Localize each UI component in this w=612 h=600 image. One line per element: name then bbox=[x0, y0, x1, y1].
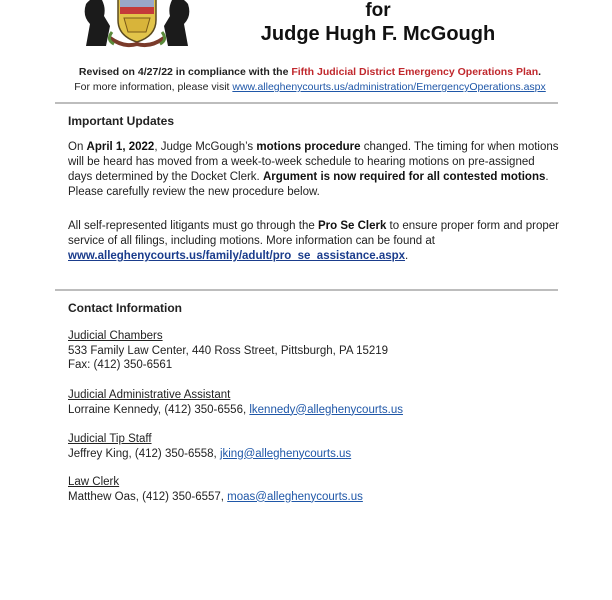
contact-admin-assistant bbox=[68, 388, 403, 417]
emergency-operations-link[interactable]: www.alleghenycourts.us/administration/EmergencyOperations.aspx bbox=[232, 81, 546, 93]
divider-top bbox=[55, 102, 558, 104]
emphasis-text: Argument is now required for all contested motions bbox=[262, 171, 546, 183]
contact-heading: Judicial Tip Staff bbox=[68, 433, 152, 445]
contact-tip-staff bbox=[68, 432, 351, 461]
contact-fax: Fax: (412) 350-6561 bbox=[68, 359, 173, 371]
revision-suffix: . bbox=[538, 66, 542, 78]
pro-se-text-a: All self-represented litigants must go through the bbox=[68, 220, 318, 232]
contact-law-clerk bbox=[68, 475, 363, 504]
emergency-plan-name: Fifth Judicial District Emergency Operations Plan bbox=[291, 66, 539, 78]
more-info-prefix: For more information, please visit bbox=[74, 81, 233, 93]
contact-details: Matthew Oas, (412) 350-6557, bbox=[68, 490, 228, 503]
divider-middle bbox=[55, 289, 558, 291]
paragraph-text: , Judge McGough’s bbox=[154, 141, 257, 153]
pro-se-assistance-link[interactable]: www.alleghenycourts.us/family/adult/pro_se_assistance.aspx bbox=[68, 250, 406, 262]
pro-se-text-c: to ensure proper form and proper service of all filings, including motions. More information can be found at bbox=[68, 220, 559, 247]
contact-judicial-chambers bbox=[68, 329, 388, 373]
important-updates-title: Important Updates bbox=[68, 114, 175, 128]
pro-se-text-end: . bbox=[405, 250, 409, 262]
pro-se-paragraph bbox=[68, 219, 560, 264]
pro-se-clerk-label: Pro Se Clerk bbox=[317, 220, 387, 232]
contact-heading: Law Clerk bbox=[68, 476, 120, 488]
paragraph-text: changed. The timing for when motions will be heard has moved from a week-to-week schedule to hearing motions on pre-assigned days determined by the Docket Clerk. bbox=[68, 141, 559, 183]
contact-heading: Judicial Administrative Assistant bbox=[68, 389, 231, 401]
contact-details: Jeffrey King, (412) 350-6558, bbox=[68, 447, 220, 460]
more-info-line bbox=[0, 81, 612, 93]
contact-information-title: Contact Information bbox=[68, 301, 182, 315]
paragraph-text: On bbox=[68, 141, 87, 153]
revision-notice bbox=[0, 66, 612, 78]
paragraph-text: . Please carefully review the new procedure below. bbox=[68, 171, 549, 198]
contact-heading: Judicial Chambers bbox=[68, 330, 163, 342]
motions-procedure-paragraph bbox=[68, 140, 560, 200]
email-link[interactable]: moas@alleghenycourts.us bbox=[227, 490, 363, 503]
header-for-line: for bbox=[365, 0, 391, 21]
contact-address: 533 Family Law Center, 440 Ross Street, Pittsburgh, PA 15219 bbox=[68, 344, 389, 357]
contact-details: Lorraine Kennedy, (412) 350-6556, bbox=[68, 403, 250, 416]
email-link[interactable]: jking@alleghenycourts.us bbox=[219, 447, 352, 460]
email-link[interactable]: lkennedy@alleghenycourts.us bbox=[249, 403, 403, 416]
emphasis-text: April 1, 2022 bbox=[86, 141, 155, 153]
emphasis-text: motions procedure bbox=[256, 141, 361, 153]
judge-name-title: Judge Hugh F. McGough bbox=[260, 23, 496, 45]
revision-prefix: Revised on 4/27/22 in compliance with the bbox=[78, 66, 292, 78]
